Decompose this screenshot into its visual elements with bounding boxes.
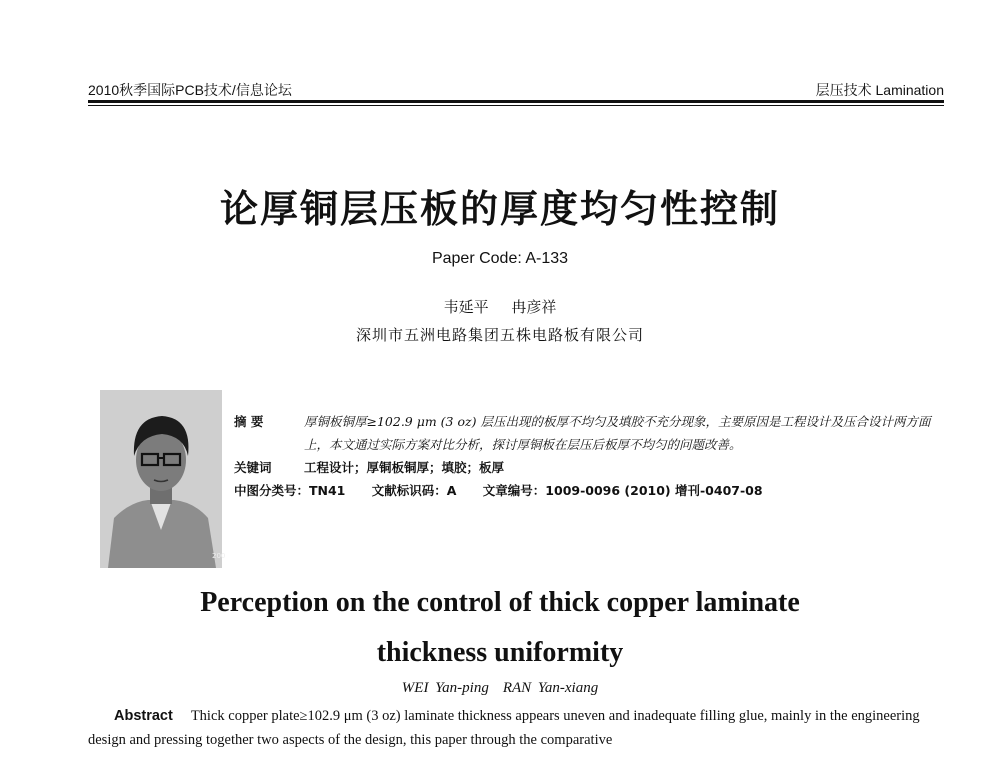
english-title-line1: Perception on the control of thick copper laminate	[200, 587, 800, 618]
chinese-abstract-block	[234, 410, 934, 502]
classification-line	[234, 479, 934, 502]
english-title-line2: thickness uniformity	[376, 637, 624, 668]
chinese-authors: 韦延平 冉彦祥	[443, 298, 557, 316]
clc-number: 中图分类号：TN41	[234, 483, 346, 498]
chinese-abstract	[234, 410, 934, 456]
english-authors	[0, 680, 1000, 697]
english-author-1: WEI Yan-ping	[401, 680, 489, 696]
abstract-text-cn: 厚铜板铜厚≥102.9 μm (3 oz) 层压出现的板厚不均匀及填胶不充分现象，主要原因是工程设计及压合设计两方面上，本文通过实际方案对比分析，探讨厚铜板在层压后板厚不均匀的问题改善。	[304, 414, 931, 452]
chinese-title: 论厚铜层压板的厚度均匀性控制	[219, 187, 780, 231]
photo-date-stamp: 200	[212, 552, 226, 560]
header-left: 2010秋季国际PCB技术/信息论坛	[88, 82, 292, 98]
header-right: 层压技术 Lamination	[815, 82, 944, 98]
english-author-2: RAN Yan-xiang	[502, 680, 599, 696]
paper-code: Paper Code: A-133	[431, 250, 569, 267]
abstract-text-en: Thick copper plate≥102.9 μm (3 oz) laminate thickness appears uneven and inadequate filling glue, mainly in the engineering design and pressing together two aspects of the design, this paper through the comparative	[88, 708, 920, 748]
header-rule-thin	[88, 105, 944, 106]
document-code: 文献标识码：A	[371, 483, 457, 498]
chinese-keywords	[234, 456, 934, 479]
english-abstract	[88, 704, 944, 752]
article-number: 文章编号：1009-0096 (2010) 增刊-0407-08	[482, 483, 763, 498]
keywords-label-cn: 关键词	[234, 460, 272, 475]
keywords-text-cn: 工程设计；厚铜板铜厚；填胶；板厚	[304, 460, 505, 475]
header-rule-thick	[88, 100, 944, 103]
english-title	[0, 578, 1000, 678]
running-header	[88, 80, 944, 100]
chinese-affiliation: 深圳市五洲电路集团五株电路板有限公司	[355, 326, 644, 344]
abstract-label-en: Abstract	[114, 708, 173, 724]
abstract-label-cn: 摘 要	[234, 414, 264, 429]
author-photo	[100, 390, 226, 568]
